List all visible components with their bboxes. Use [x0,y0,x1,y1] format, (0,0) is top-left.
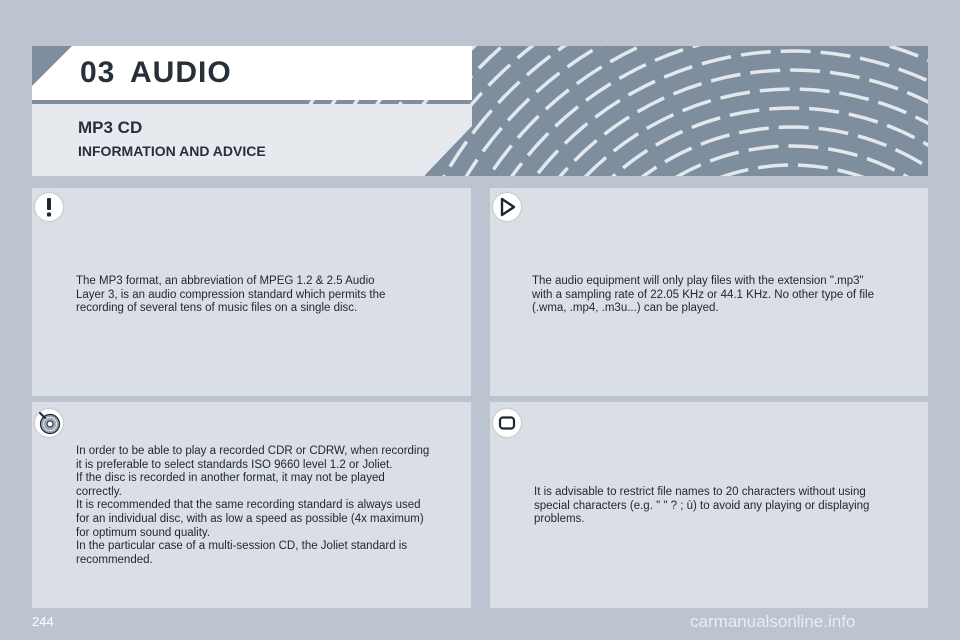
decorative-ring [410,46,928,176]
panel-text-mp3-format: The MP3 format, an abbreviation of MPEG 1.2 & 2.5 Audio Layer 3, is an audio compression standard which permits the recording of several tens of music files on a single disc. [76,275,386,315]
exclamation-icon [35,193,63,221]
disc-icon [35,409,63,437]
page-number: 244 [32,614,54,629]
section-subtitle: INFORMATION AND ADVICE [78,143,266,159]
subtitle-panel [32,104,472,176]
decorative-ring [505,89,928,176]
chapter-number: 03 [80,56,116,89]
chapter-title: AUDIO [130,56,232,89]
section-title: MP3 CD [78,118,143,137]
watermark-text: carmanualsonline.info [690,612,856,631]
decorative-ring [581,165,928,176]
decorative-ring [429,46,928,176]
rounded-rectangle-icon [493,409,521,437]
panel-text-file-types: The audio equipment will only play files with the extension ".mp3" with a sampling rate of 22.05 KHz or 44.1 KHz. No other type of file (.wma, .mp4, .m3u...) can be played. [532,275,874,315]
panel-text-file-names: It is advisable to restrict file names to 20 characters without using special characters (e.g. " " ? ; ù) to avoid any playing or displaying problems. [534,486,870,526]
play-triangle-icon [493,193,521,221]
decorative-ring [467,51,928,176]
panel-text-recording: In order to be able to play a recorded CDR or CDRW, when recording it is preferable to select standards ISO 9660 level 1.2 or Joliet. If the disc is recorded in another format, it may not be played correctly. It is recommended that the same recording standard is always used for an individual disc, with as low a speed as possible (4x maximum) for optimum sound quality. In the particular case of a multi-session CD, the Joliet standard is recommended. [76,445,430,566]
decorative-ring [524,108,928,176]
